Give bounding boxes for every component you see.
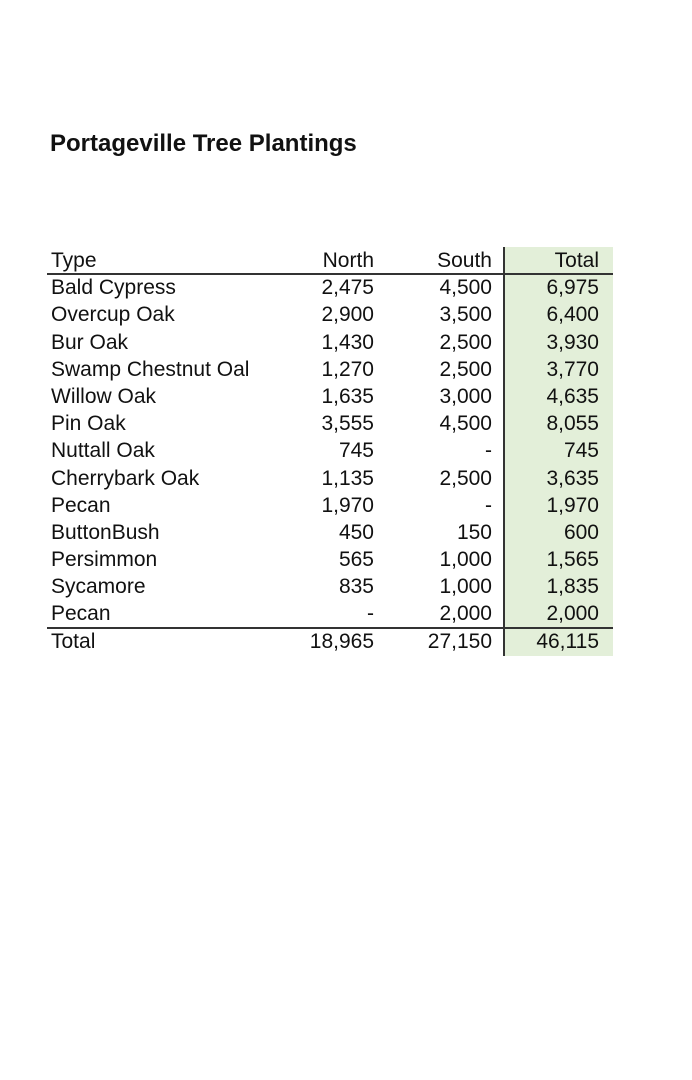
cell-type: Persimmon	[51, 548, 158, 572]
cell-total: 46,115	[536, 629, 599, 653]
cell-total: 6,400	[546, 303, 599, 327]
cell-north: -	[367, 602, 374, 626]
table-row	[47, 383, 613, 410]
cell-north: 2,475	[321, 276, 374, 300]
table-row	[47, 492, 613, 519]
header-rule	[47, 273, 613, 275]
cell-total: 1,835	[546, 575, 599, 599]
cell-north: 2,900	[321, 303, 374, 327]
cell-south: -	[485, 439, 492, 463]
table-row	[47, 546, 613, 573]
page-title: Portageville Tree Plantings	[50, 130, 357, 157]
cell-north: 745	[338, 439, 374, 463]
cell-south: 1,000	[439, 575, 492, 599]
cell-south: 4,500	[439, 276, 492, 300]
cell-south: 2,500	[439, 357, 492, 381]
cell-north: 835	[338, 575, 374, 599]
cell-north: 18,965	[309, 629, 374, 653]
cell-type: Swamp Chestnut Oal	[51, 357, 250, 381]
cell-type: Bur Oak	[51, 330, 129, 354]
cell-total: 3,770	[546, 357, 599, 381]
table-body	[47, 247, 613, 655]
cell-total: 1,565	[546, 548, 599, 572]
header-south: South	[437, 249, 492, 272]
cell-type: Cherrybark Oak	[51, 466, 200, 490]
cell-total: 1,970	[546, 493, 599, 517]
cell-type: Nuttall Oak	[51, 439, 155, 463]
totals-rule	[47, 627, 613, 629]
cell-north: 565	[338, 548, 374, 572]
table-row	[47, 465, 613, 492]
header-north: North	[322, 249, 374, 272]
cell-type: Overcup Oak	[51, 303, 175, 327]
cell-total: 8,055	[546, 412, 599, 436]
cell-south: 2,500	[439, 466, 492, 490]
cell-south: 3,000	[439, 384, 492, 408]
tree-plantings-table	[47, 247, 613, 656]
table-row	[47, 356, 613, 383]
table-totals-row	[47, 628, 613, 655]
table-row	[47, 573, 613, 600]
table-header-row	[47, 247, 613, 274]
cell-total: 600	[563, 520, 599, 544]
table-row	[47, 519, 613, 546]
cell-type: Sycamore	[51, 575, 146, 599]
cell-north: 3,555	[321, 412, 374, 436]
table-row	[47, 410, 613, 437]
cell-north: 1,970	[321, 493, 374, 517]
cell-type: Pecan	[51, 602, 111, 626]
cell-south: 1,000	[439, 548, 492, 572]
cell-type: Total	[51, 629, 96, 653]
header-total: Total	[554, 249, 599, 272]
cell-south: 2,500	[439, 330, 492, 354]
table-row	[47, 437, 613, 464]
table-row	[47, 600, 613, 627]
cell-total: 3,930	[546, 330, 599, 354]
cell-south: 3,500	[439, 303, 492, 327]
cell-north: 450	[338, 520, 374, 544]
cell-total: 6,975	[546, 276, 599, 300]
table-row	[47, 301, 613, 328]
cell-type: Willow Oak	[51, 384, 157, 408]
cell-type: Pin Oak	[51, 412, 126, 436]
table-row	[47, 274, 613, 301]
cell-south: -	[485, 493, 492, 517]
cell-south: 4,500	[439, 412, 492, 436]
cell-north: 1,635	[321, 384, 374, 408]
cell-north: 1,135	[321, 466, 374, 490]
cell-total: 745	[563, 439, 599, 463]
cell-type: Pecan	[51, 493, 111, 517]
cell-type: ButtonBush	[51, 520, 160, 544]
cell-north: 1,270	[321, 357, 374, 381]
cell-total: 3,635	[546, 466, 599, 490]
table-row	[47, 329, 613, 356]
cell-total: 4,635	[546, 384, 599, 408]
cell-south: 27,150	[427, 629, 492, 653]
header-type: Type	[51, 249, 97, 272]
cell-south: 150	[456, 520, 492, 544]
cell-type: Bald Cypress	[51, 276, 176, 300]
cell-south: 2,000	[439, 602, 492, 626]
cell-total: 2,000	[546, 602, 599, 626]
cell-north: 1,430	[321, 330, 374, 354]
